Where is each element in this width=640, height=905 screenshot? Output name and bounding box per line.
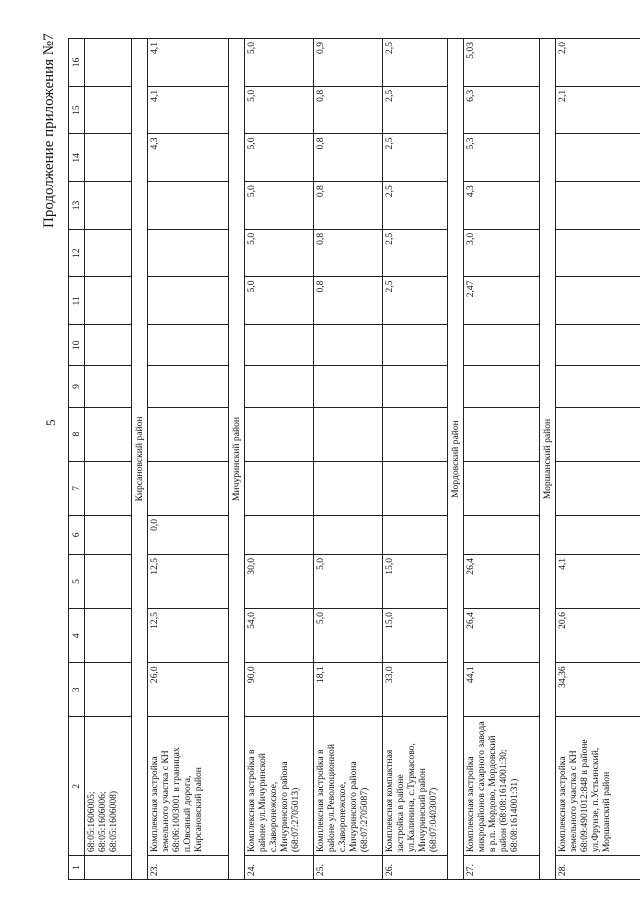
table-row xyxy=(85,39,132,880)
district-michurinsky: Мичуринский район xyxy=(229,39,245,880)
object-description: Комплексная застройка микрорайонов сахарного завода в р.п. Мордово, Мордовский район (68:08:1614001:30; 68:08:1614001:31) xyxy=(464,717,540,856)
cell xyxy=(556,515,640,554)
cell: 0,8 xyxy=(314,229,383,277)
cell xyxy=(314,515,383,554)
cell: 0,8 xyxy=(314,277,383,325)
cell: 5,0 xyxy=(245,229,314,277)
table-row xyxy=(383,39,448,880)
cell xyxy=(383,461,448,515)
cell: 15,0 xyxy=(383,609,448,663)
cell: 26,0 xyxy=(148,663,229,717)
cell: 26,4 xyxy=(464,554,540,608)
col-header: 3 xyxy=(69,663,85,717)
cell: 20,6 xyxy=(556,609,640,663)
cell xyxy=(148,366,229,407)
district-header-row xyxy=(540,39,556,880)
object-description: Комплексная компактная застройка в районе ул.Калинина, с.Турмасово, Мичуринский район (68:07:0403007) xyxy=(383,717,448,856)
cell xyxy=(314,325,383,366)
cell xyxy=(148,461,229,515)
appendix-title: Продолжение приложения №7 xyxy=(41,33,57,228)
district-mordovsky: Мордовский район xyxy=(448,39,464,880)
cell xyxy=(464,461,540,515)
col-header: 7 xyxy=(69,461,85,515)
table-row xyxy=(314,39,383,880)
cell: 2,5 xyxy=(383,39,448,87)
column-number-row xyxy=(69,39,85,880)
table-row xyxy=(464,39,540,880)
row-number: 23. xyxy=(148,856,229,880)
cell xyxy=(556,461,640,515)
cadastral-codes: 68:05:1606005; 68:05:1606006; 68:05:1606008) xyxy=(85,717,132,856)
cell xyxy=(314,407,383,461)
object-description: Комплексная застройка в районе ул.Мичуринской с.Заворонежское, Мичуринского района (68:07:2705013) xyxy=(245,717,314,856)
cell xyxy=(148,229,229,277)
cell: 90,0 xyxy=(245,663,314,717)
district-header-row xyxy=(448,39,464,880)
cell xyxy=(556,277,640,325)
row-number: 27. xyxy=(464,856,540,880)
cell: 2,47 xyxy=(464,277,540,325)
cell: 15,0 xyxy=(383,554,448,608)
col-header: 1 xyxy=(69,856,85,880)
cell: 5,0 xyxy=(314,554,383,608)
col-header: 5 xyxy=(69,554,85,608)
cell xyxy=(556,134,640,182)
col-header: 13 xyxy=(69,182,85,230)
cell xyxy=(245,515,314,554)
rotated-table-container xyxy=(68,38,612,880)
district-header-row xyxy=(132,39,148,880)
cell xyxy=(464,515,540,554)
cell: 0,8 xyxy=(314,86,383,134)
cell: 5,3 xyxy=(464,134,540,182)
cell: 30,0 xyxy=(245,554,314,608)
cell: 0,9 xyxy=(314,39,383,87)
table-row xyxy=(148,39,229,880)
district-morshansky: Моршанский район xyxy=(540,39,556,880)
cell xyxy=(556,182,640,230)
cell: 5,0 xyxy=(245,86,314,134)
cell: 2,5 xyxy=(383,86,448,134)
col-header: 9 xyxy=(69,366,85,407)
cell: 5,0 xyxy=(245,182,314,230)
cell xyxy=(383,366,448,407)
col-header: 6 xyxy=(69,515,85,554)
cell xyxy=(85,39,132,87)
col-header: 8 xyxy=(69,407,85,461)
cell: 2,1 xyxy=(556,86,640,134)
table-row xyxy=(245,39,314,880)
cell: 3,0 xyxy=(464,229,540,277)
cell: 0,8 xyxy=(314,134,383,182)
cell: 5,0 xyxy=(245,134,314,182)
district-kirsanovsky: Кирсановский район xyxy=(132,39,148,880)
cell xyxy=(556,366,640,407)
table-row xyxy=(556,39,640,880)
row-number: 28. xyxy=(556,856,640,880)
cell: 34,36 xyxy=(556,663,640,717)
cell xyxy=(245,366,314,407)
cell: 4,1 xyxy=(148,86,229,134)
cell xyxy=(148,325,229,366)
col-header: 12 xyxy=(69,229,85,277)
object-description: Комплексная застройка земельного участка с КН 68:06:1003001 в границах п.Овсяный дорога, Кирсановский район xyxy=(148,717,229,856)
cell: 5,0 xyxy=(245,39,314,87)
cell xyxy=(314,461,383,515)
cell: 0,8 xyxy=(314,182,383,230)
cell: 2,5 xyxy=(383,277,448,325)
cell: 6,3 xyxy=(464,86,540,134)
cell: 2,0 xyxy=(556,39,640,87)
cell xyxy=(245,325,314,366)
cell: 4,3 xyxy=(464,182,540,230)
data-table xyxy=(68,38,640,880)
col-header: 11 xyxy=(69,277,85,325)
cell xyxy=(383,325,448,366)
cell xyxy=(383,515,448,554)
cell xyxy=(148,407,229,461)
cell: 2,5 xyxy=(383,134,448,182)
cell xyxy=(464,366,540,407)
cell: 12,5 xyxy=(148,554,229,608)
cell: 4,1 xyxy=(148,39,229,87)
cell: 12,5 xyxy=(148,609,229,663)
col-header: 10 xyxy=(69,325,85,366)
cell: 5,0 xyxy=(245,277,314,325)
cell xyxy=(556,229,640,277)
cell xyxy=(464,325,540,366)
col-header: 4 xyxy=(69,609,85,663)
col-header: 2 xyxy=(69,717,85,856)
cell: 33,0 xyxy=(383,663,448,717)
object-description: Комплексная застройка в районе ул.Революционной с.Заворонежское, Мичуринского района (68:07:2705087) xyxy=(314,717,383,856)
cell xyxy=(556,325,640,366)
cell xyxy=(245,461,314,515)
cell xyxy=(148,182,229,230)
cell: 4,3 xyxy=(148,134,229,182)
cell: 5,03 xyxy=(464,39,540,87)
cell: 2,5 xyxy=(383,229,448,277)
cell: 26,4 xyxy=(464,609,540,663)
cell: 0,0 xyxy=(148,515,229,554)
row-number: 26. xyxy=(383,856,448,880)
cell xyxy=(556,407,640,461)
object-description: Комплексная застройка земельного участка с КН 68:09:4901012:848 в районе ул.Фрунзе, п.Устьинский, Моршанский район xyxy=(556,717,640,856)
cell: 2,5 xyxy=(383,182,448,230)
cell: 18,1 xyxy=(314,663,383,717)
cell xyxy=(148,277,229,325)
row-number: 24. xyxy=(245,856,314,880)
cell xyxy=(464,407,540,461)
cell xyxy=(383,407,448,461)
cell xyxy=(245,407,314,461)
cell: 44,1 xyxy=(464,663,540,717)
col-header: 14 xyxy=(69,134,85,182)
row-number: 25. xyxy=(314,856,383,880)
cell: 4,1 xyxy=(556,554,640,608)
col-header: 15 xyxy=(69,86,85,134)
district-header-row xyxy=(229,39,245,880)
col-header: 16 xyxy=(69,39,85,87)
page-number: 5 xyxy=(43,419,58,426)
cell xyxy=(314,366,383,407)
cell: 5,0 xyxy=(314,609,383,663)
cell: 54,0 xyxy=(245,609,314,663)
